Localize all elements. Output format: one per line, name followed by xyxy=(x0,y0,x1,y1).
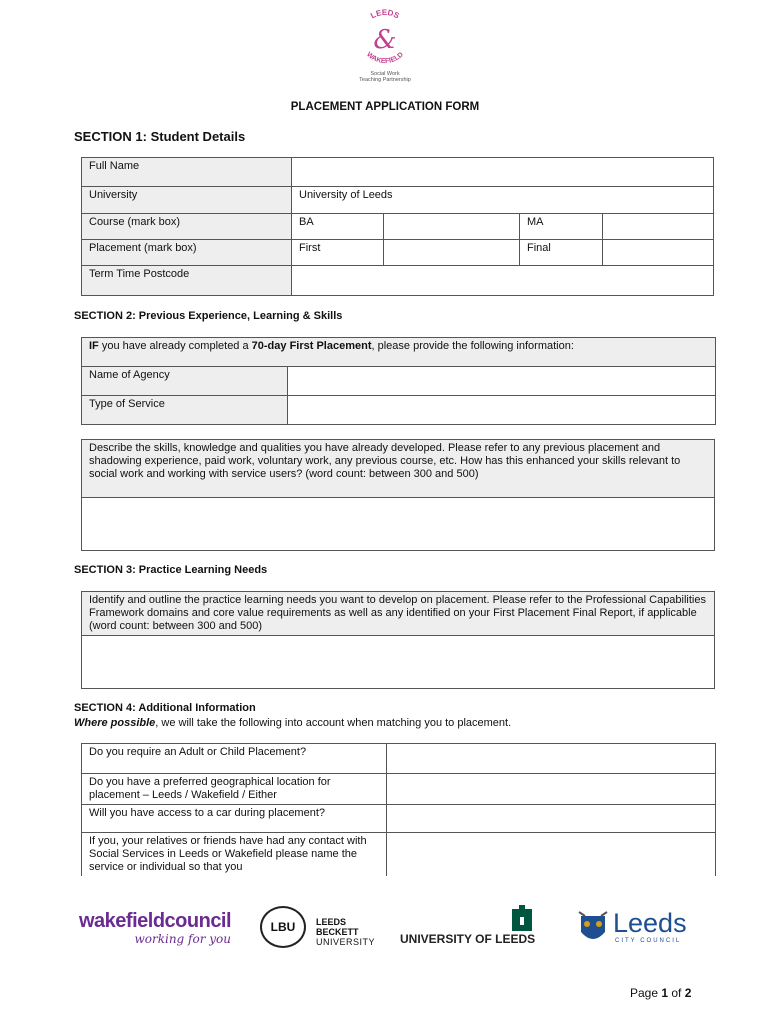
university-of-leeds-logo xyxy=(400,902,540,952)
wakefield-council-name: wakefieldcouncil xyxy=(79,910,232,932)
beckett-line-2: BECKETT xyxy=(316,927,359,937)
leeds-city-sub: CITY COUNCIL xyxy=(615,938,682,944)
service-label: Type of Service xyxy=(82,396,288,425)
intro-bold: 70-day First Placement xyxy=(251,340,372,352)
agency-label: Name of Agency xyxy=(82,367,288,396)
skills-answer-field[interactable] xyxy=(82,498,715,551)
section4-note xyxy=(74,717,511,729)
skills-prompt: Describe the skills, knowledge and qualities you have already developed. Please refer to any previous placement and shadowing experience, paid work, voluntary work, any previous course, etc. How has this enhanced your skills relevant to social work and working with service users? (word count: between 300 and 500) xyxy=(82,440,715,498)
learning-needs-answer-field[interactable] xyxy=(82,636,715,689)
page-number xyxy=(630,986,691,1000)
agency-field[interactable] xyxy=(288,367,716,396)
learning-needs-prompt: Identify and outline the practice learning needs you want to develop on placement. Please refer to the Professional Capabilities Framework domains and core value requirements as well as any identified on your First Placement Final Report, if applicable (word count: between 300 and 500) xyxy=(82,592,715,636)
question-1: Do you require an Adult or Child Placement? xyxy=(82,744,387,774)
skills-table xyxy=(81,439,715,551)
leeds-beckett-logo xyxy=(258,902,383,952)
form-title: PLACEMENT APPLICATION FORM xyxy=(290,101,480,113)
course-ma-label: MA xyxy=(520,214,603,240)
learning-needs-table xyxy=(81,591,715,689)
answer-3[interactable] xyxy=(387,805,716,833)
full-name-label: Full Name xyxy=(82,158,292,187)
postcode-field[interactable] xyxy=(292,266,714,296)
previous-placement-table xyxy=(81,337,716,425)
intro-mid: you have already completed a xyxy=(98,340,252,352)
logo-caption-2: Teaching Partnership xyxy=(359,77,411,83)
question-4: If you, your relatives or friends have had any contact with Social Services in Leeds or Wakefield please name the service or individual so that you xyxy=(82,833,387,877)
svg-text:LEEDS xyxy=(369,8,401,21)
previous-placement-intro xyxy=(82,338,716,367)
section2-heading: SECTION 2: Previous Experience, Learning & Skills xyxy=(74,310,343,322)
question-2: Do you have a preferred geographical location for placement – Leeds / Wakefield / Either xyxy=(82,774,387,805)
logo-top-text: LEEDS xyxy=(369,8,401,21)
student-details-table xyxy=(81,157,714,296)
question-3: Will you have access to a car during placement? xyxy=(82,805,387,833)
placement-final-label: Final xyxy=(520,240,603,266)
leeds-city-name: Leeds xyxy=(613,908,687,938)
placement-final-box[interactable] xyxy=(603,240,714,266)
logo-caption-1: Social Work xyxy=(370,71,400,77)
beckett-line-1: LEEDS xyxy=(316,917,347,927)
page-of: of xyxy=(668,986,685,1000)
partnership-logo-mark xyxy=(340,8,430,66)
page-current: 1 xyxy=(661,986,669,1000)
page-total: 2 xyxy=(684,986,692,1000)
logo-ampersand: & xyxy=(373,25,397,55)
leeds-crest-icon xyxy=(575,908,611,948)
answer-2[interactable] xyxy=(387,774,716,805)
note-bold: Where possible xyxy=(74,717,156,729)
answer-4[interactable] xyxy=(387,833,716,877)
section1-heading: SECTION 1: Student Details xyxy=(74,129,246,144)
course-label: Course (mark box) xyxy=(82,214,292,240)
full-name-field[interactable] xyxy=(292,158,714,187)
university-field[interactable]: University of Leeds xyxy=(292,187,714,214)
course-ma-box[interactable] xyxy=(603,214,714,240)
postcode-label: Term Time Postcode xyxy=(82,266,292,296)
wakefield-council-logo xyxy=(79,902,239,952)
answer-1[interactable] xyxy=(387,744,716,774)
leeds-city-council-logo xyxy=(575,902,690,952)
lbu-emblem: LBU xyxy=(260,906,306,948)
placement-label: Placement (mark box) xyxy=(82,240,292,266)
placement-first-box[interactable] xyxy=(384,240,520,266)
intro-end: , please provide the following information: xyxy=(371,340,574,352)
section3-heading: SECTION 3: Practice Learning Needs xyxy=(74,564,268,576)
logo-bottom-text: WAKEFIELD xyxy=(365,51,405,66)
course-ba-box[interactable] xyxy=(384,214,520,240)
university-label: University xyxy=(82,187,292,214)
beckett-line-3: UNIVERSITY xyxy=(316,937,376,947)
note-rest: , we will take the following into account when matching you to placement. xyxy=(155,717,512,729)
uol-tower-icon xyxy=(510,905,534,931)
service-field[interactable] xyxy=(288,396,716,425)
placement-first-label: First xyxy=(292,240,384,266)
wakefield-council-tagline: working for you xyxy=(134,932,231,946)
intro-if: IF xyxy=(89,340,99,352)
page-prefix: Page xyxy=(630,986,662,1000)
uol-name: UNIVERSITY OF LEEDS xyxy=(400,932,536,946)
course-ba-label: BA xyxy=(292,214,384,240)
section4-heading: SECTION 4: Additional Information xyxy=(74,702,256,714)
partnership-logo xyxy=(340,8,430,83)
additional-info-table xyxy=(81,743,716,876)
